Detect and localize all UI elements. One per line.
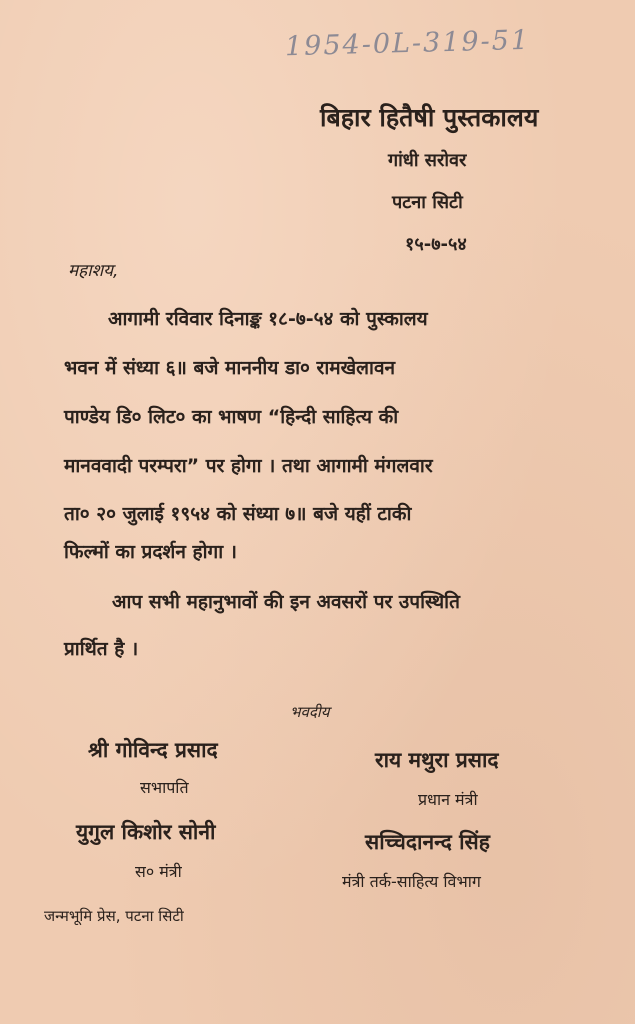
body-line: प्रार्थित है । <box>64 638 139 660</box>
body-line: भवन में संध्या ६॥ बजे माननीय डा० रामखेलावन <box>64 357 396 379</box>
printer-imprint: जन्मभूमि प्रेस, पटना सिटी <box>44 907 184 925</box>
signatory-title: मंत्री तर्क-साहित्य विभाग <box>342 872 481 891</box>
body-line: फिल्मों का प्रदर्शन होगा । <box>64 541 237 563</box>
signatory-name: युगुल किशोर सोनी <box>76 820 216 844</box>
signatory-name: सच्चिदानन्द सिंह <box>365 830 490 854</box>
body-line: पाण्डेय डि० लिट० का भाषण “हिन्दी साहित्य की <box>64 406 399 428</box>
address-line-1: गांधी सरोवर <box>388 150 467 171</box>
body-line: ता० २० जुलाई १९५४ को संध्या ७॥ बजे यहीं टाकी <box>64 503 412 525</box>
body-line: आप सभी महानुभावों की इन अवसरों पर उपस्थिति <box>112 591 460 613</box>
handwritten-reference-number: 1954-0L-319-51 <box>284 24 531 63</box>
signatory-name: राय मथुरा प्रसाद <box>375 748 499 772</box>
signatory-title: सभापति <box>140 778 189 797</box>
signatory-name: श्री गोविन्द प्रसाद <box>88 738 218 762</box>
library-name: बिहार हितैषी पुस्तकालय <box>320 103 539 132</box>
body-line: आगामी रविवार दिनाङ्क १८-७-५४ को पुस्कालय <box>108 308 428 330</box>
address-line-2: पटना सिटी <box>392 192 463 213</box>
signatory-title: प्रधान मंत्री <box>418 790 478 809</box>
closing: भवदीय <box>290 703 330 721</box>
letter-date: १५-७-५४ <box>405 234 467 255</box>
signatory-title: स० मंत्री <box>135 862 182 881</box>
body-line: मानववादी परम्परा” पर होगा । तथा आगामी मंगलवार <box>64 455 433 477</box>
salutation: महाशय, <box>68 261 119 281</box>
